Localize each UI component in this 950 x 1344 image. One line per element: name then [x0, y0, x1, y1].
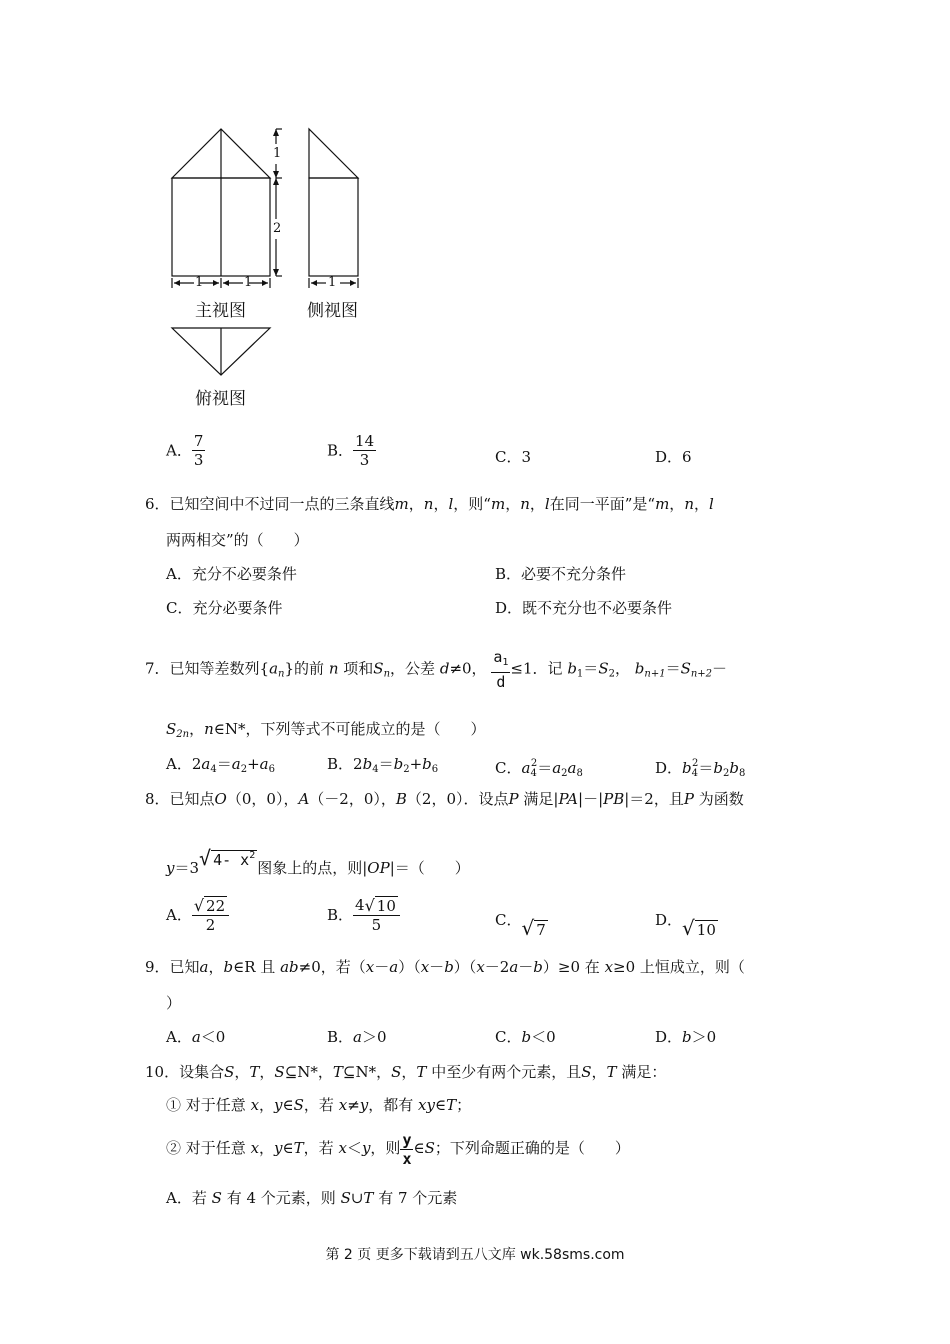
side-view-roof [309, 129, 358, 178]
q10-stem: 10．设集合S，T，S⊆N*，T⊆N*，S，T 中至少有两个元素，且S，T 满足： [145, 1063, 667, 1081]
q5-option-b: B． $\frac{14}{3}$ [327, 432, 375, 469]
q5-option-c: C．3 [495, 448, 532, 466]
q6-option-c: C．充分必要条件 [166, 599, 283, 617]
q7-option-c: C．$a_4^2=a_2a_8$ [495, 758, 583, 779]
q6-option-d: D．既不充分也不必要条件 [495, 599, 673, 617]
q6-option-a: A．充分不必要条件 [166, 565, 297, 583]
q8-option-b: B． $\frac{4√ 10}{5}$ [327, 896, 400, 934]
q8-stem-line1: 8．已知点O（0，0），A（－2，0），B（2，0）．设点P 满足|PA|－|PB|＝2，且P 为函数 [145, 790, 744, 808]
q8-stem-line2: y＝3√ 4- $x^2$图象上的点，则|OP|＝（ ） [166, 846, 470, 877]
q9-stem-line2: ） [166, 994, 182, 1012]
q8-option-c: C．√ 7 [495, 911, 546, 940]
q10-condition-2: ② 对于任意 x，y∈T，若 x＜y，则 $\frac{y}{x}$ ∈S；下列命题正确的是（ ） [166, 1130, 630, 1168]
dim-label-height: 2 [272, 219, 282, 239]
q10-condition-1: ① 对于任意 x，y∈S，若 x≠y，都有 xy∈T； [166, 1096, 472, 1114]
q8-option-a: A． $\frac{√ 22}{2}$ [166, 896, 229, 934]
top-view-figure [168, 326, 276, 378]
q5-option-a: A． $\frac{7}{3}$ [166, 432, 204, 469]
q7-option-a: A．$2a_4=a_2+a_6$ [166, 755, 275, 775]
three-view-figure [160, 122, 380, 322]
q6-stem-line1: 6．已知空间中不过同一点的三条直线m，n，l，则“m，n，l在同一平面”是“m，n，l [145, 495, 714, 513]
q7-option-b: B．$2b_4=b_2+b_6$ [327, 755, 439, 775]
dim-label-side: 1 [328, 275, 337, 290]
q9-option-b: B．a＞0 [327, 1028, 387, 1046]
q9-option-c: C．b＜0 [495, 1028, 556, 1046]
q7-stem-line1: 7．已知等差数列$\{a_n\}$的前 n 项和$S_n$，公差 d≠0， $\frac{a_1}{d}$ ≤1．记 $b_1=S_2$， $b_{n+1}=S_{n+2}-$ [145, 648, 728, 691]
dim-label-top: 1 [272, 144, 282, 164]
q7-stem-line2: $S_{2n}$，n∈N*，下列等式不可能成立的是（ ） [166, 720, 486, 740]
q9-option-d: D．b＞0 [655, 1028, 717, 1046]
dim-label-left: 1 [195, 275, 204, 290]
front-view-label: 主视图 [195, 301, 246, 320]
q7-option-d: D．$b_4^2=b_2b_8$ [655, 758, 746, 779]
top-view-label: 俯视图 [195, 389, 246, 408]
q9-option-a: A．a＜0 [166, 1028, 226, 1046]
q10-option-a: A．若 S 有 4 个元素，则 S∪T 有 7 个元素 [166, 1189, 458, 1207]
side-view-body [309, 178, 358, 276]
side-view-label: 侧视图 [307, 301, 358, 320]
q9-stem-line1: 9．已知a，b∈R 且 ab≠0，若（x－a）（x－b）（x－2a－b）≥0 在 x≥0 上恒成立，则（ [145, 958, 745, 976]
dim-label-right: 1 [244, 275, 253, 290]
q8-option-d: D．√ 10 [655, 911, 716, 940]
page-footer: 第 2 页 更多下载请到五八文库 wk.58sms.com [325, 1247, 625, 1263]
q6-option-b: B．必要不充分条件 [495, 565, 627, 583]
q5-option-d: D．6 [655, 448, 692, 466]
q6-stem-line2: 两两相交”的（ ） [166, 531, 309, 549]
